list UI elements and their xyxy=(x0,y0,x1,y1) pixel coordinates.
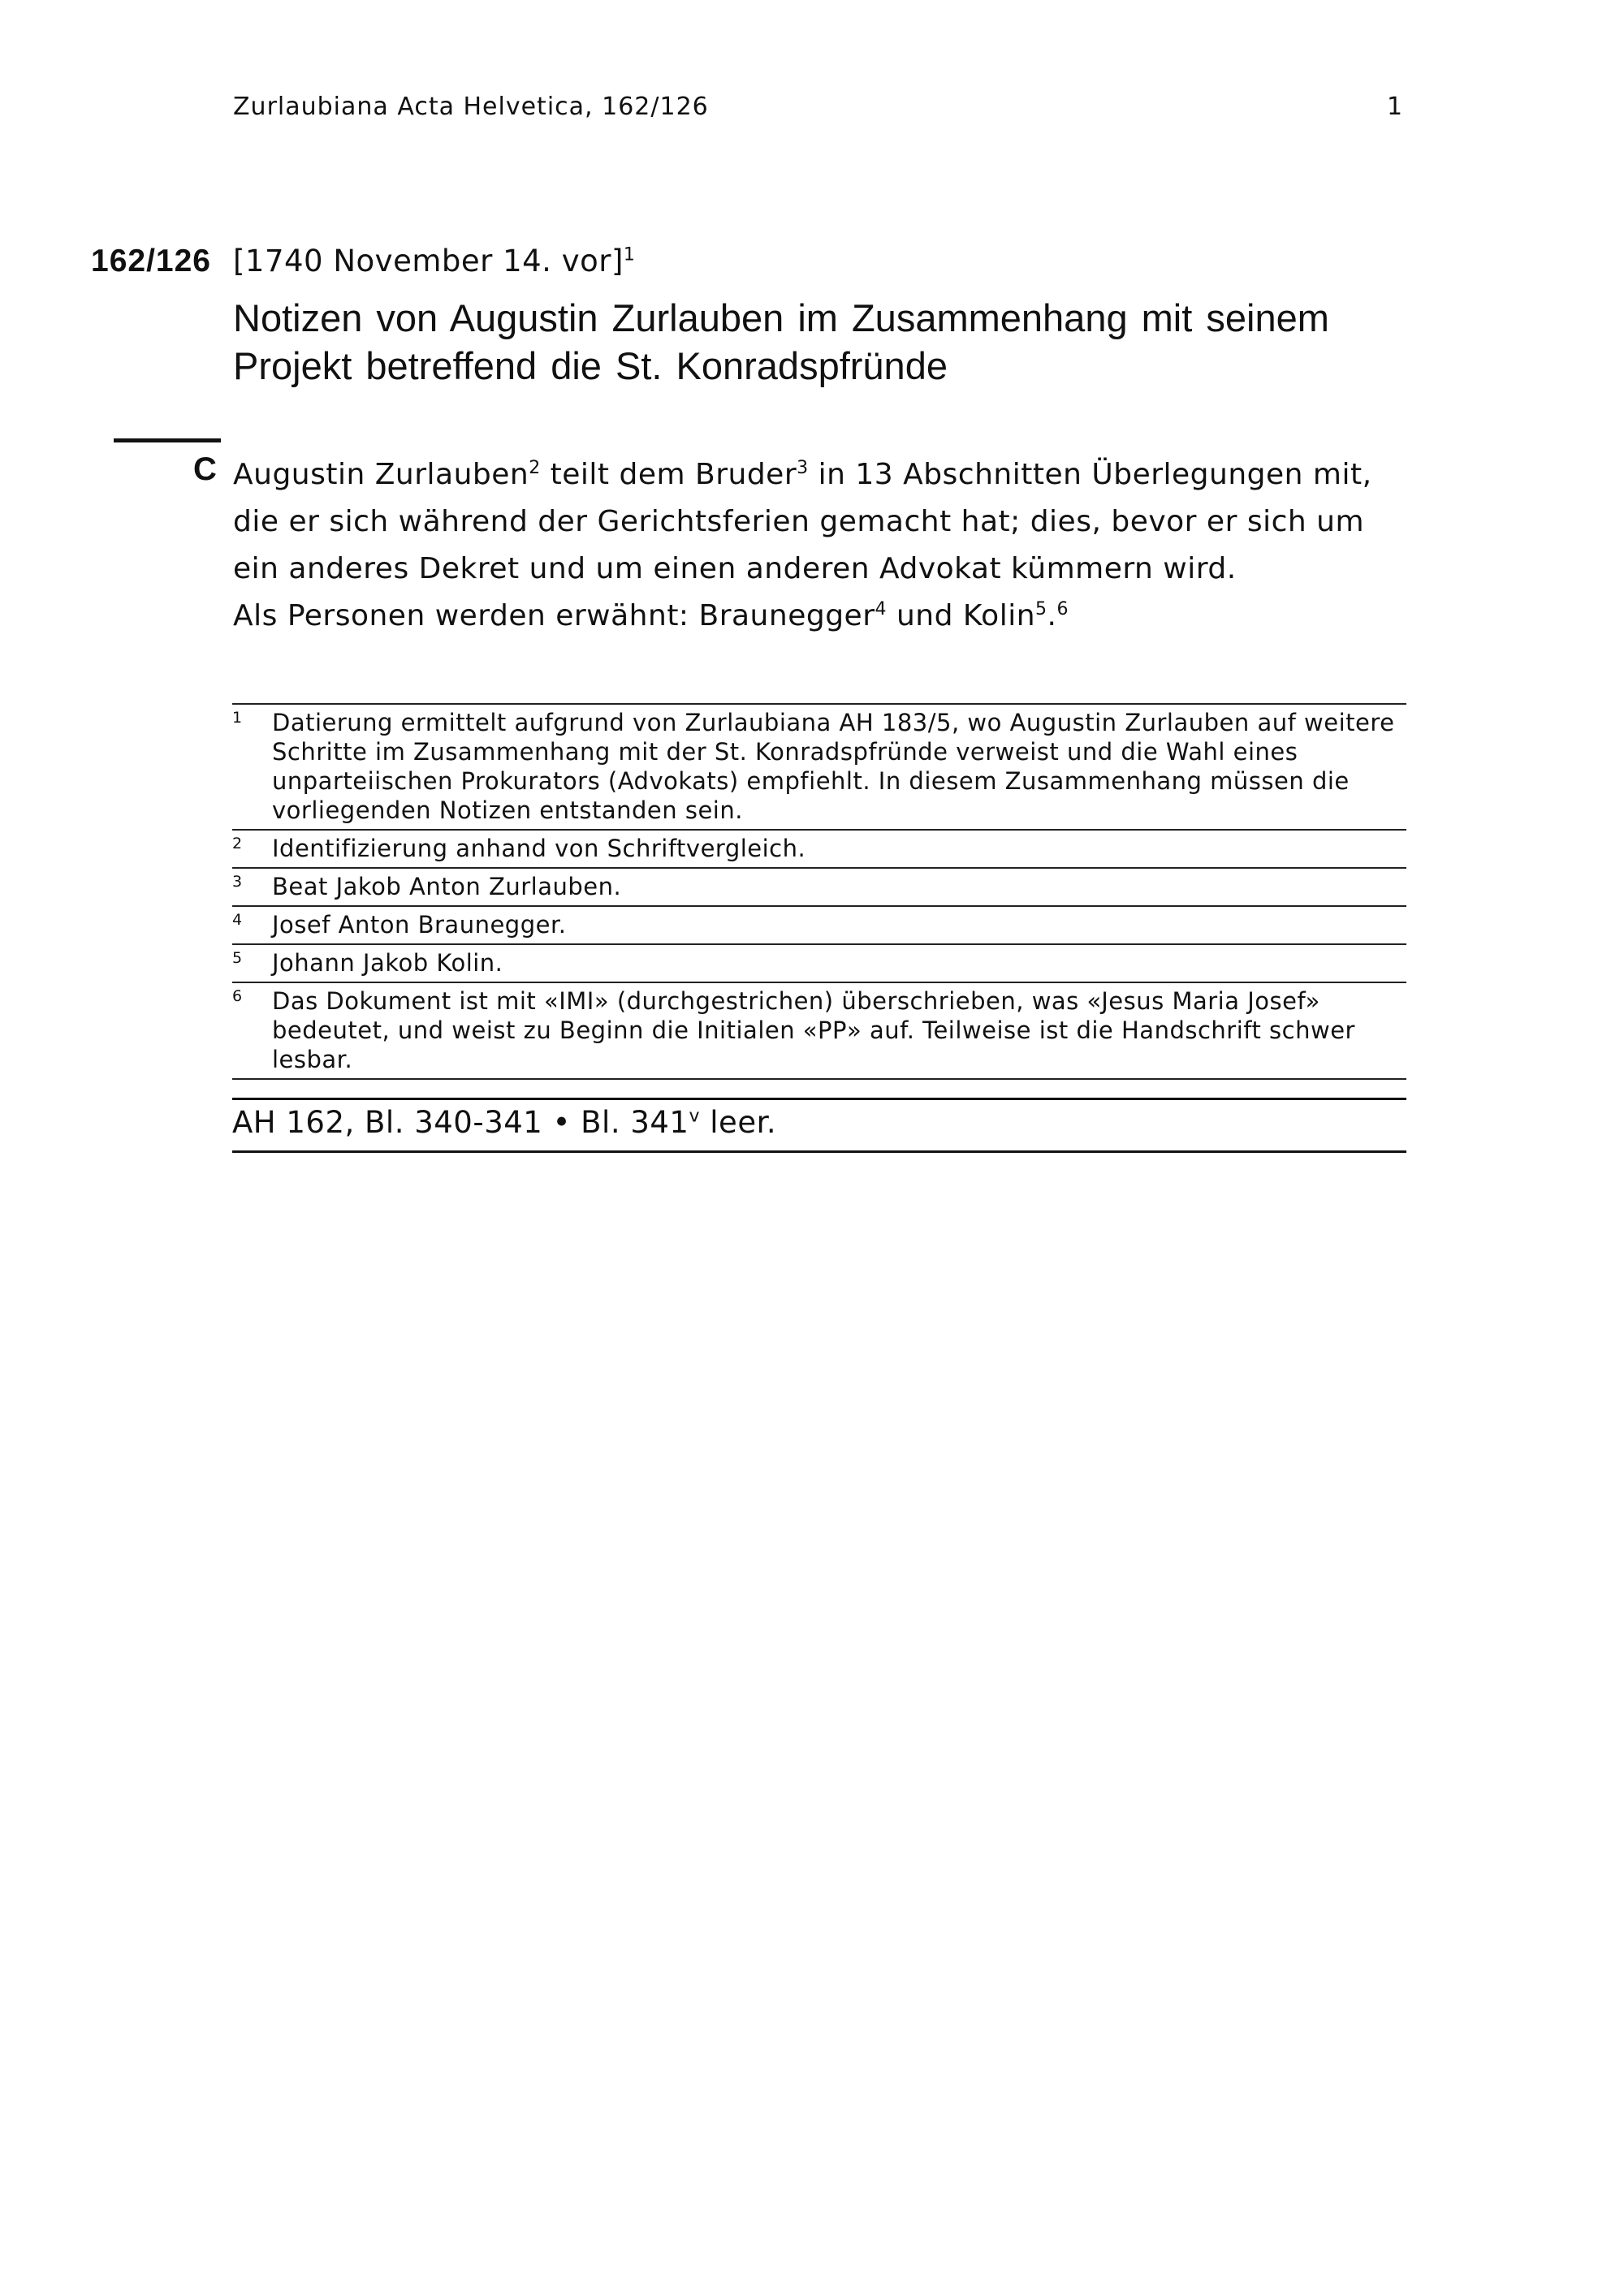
footnote-text: Das Dokument ist mit «IMI» (durchgestrichen) überschrieben, was «Jesus Maria Josef» bedeutet, und weist zu Beginn die Initialen «PP» auf. Teilweise ist die Handschrift schwer lesbar. xyxy=(272,987,1355,1073)
footnote-item xyxy=(232,831,1406,869)
source-reference xyxy=(232,1098,1406,1153)
document-number: 162/126 xyxy=(91,244,211,278)
footnote-list xyxy=(232,703,1406,1080)
summary-segment: Als Personen werden erwähnt: Braunegger xyxy=(233,599,875,632)
document-date xyxy=(233,244,635,278)
footnote-ref[interactable]: 3 xyxy=(797,458,809,478)
footnote-text: Johann Jakob Kolin. xyxy=(272,949,503,977)
running-header-title: Zurlaubiana Acta Helvetica, 162/126 xyxy=(233,93,709,121)
source-text-end: leer. xyxy=(700,1105,777,1140)
footnote-item xyxy=(232,907,1406,945)
footnote-text: Identifizierung anhand von Schriftvergleich. xyxy=(272,835,806,862)
footnote-text: Josef Anton Braunegger. xyxy=(272,911,567,939)
document-title: Notizen von Augustin Zurlauben im Zusammenhang mit seinem Projekt betreffend die St. Konradspfründe xyxy=(233,296,1329,387)
summary-text xyxy=(233,451,1419,640)
footnote-number: 6 xyxy=(232,987,243,1005)
page-number: 1 xyxy=(1387,93,1403,121)
footnote-item xyxy=(232,705,1406,831)
footnote-ref[interactable]: 5 xyxy=(1035,599,1047,619)
footnote-ref[interactable]: 4 xyxy=(875,599,887,619)
footnote-ref[interactable]: 1 xyxy=(623,244,636,265)
footnote-text: Beat Jakob Anton Zurlauben. xyxy=(272,873,622,900)
footnote-item xyxy=(232,869,1406,907)
footnote-item xyxy=(232,945,1406,983)
footnote-number: 3 xyxy=(232,873,243,891)
summary-segment: und Kolin xyxy=(887,599,1036,632)
footnote-ref[interactable]: 6 xyxy=(1056,599,1069,619)
summary-segment: . xyxy=(1047,599,1057,632)
footnote-item xyxy=(232,983,1406,1080)
footnote-ref[interactable]: 2 xyxy=(529,458,541,478)
summary-segment: in 13 Abschnitten Überlegungen mit, die er sich während der Gerichtsferien gemacht hat; dies, bevor er sich um ein anderes Dekret und um einen anderen Advokat kümmern wird. xyxy=(233,458,1372,585)
footnote-number: 4 xyxy=(232,911,243,929)
section-letter: C xyxy=(193,451,217,487)
source-superscript: v xyxy=(689,1106,701,1127)
footnote-number: 1 xyxy=(232,709,243,727)
summary-segment: Augustin Zurlauben xyxy=(233,458,529,491)
summary-paragraph xyxy=(233,451,1419,593)
summary-segment: teilt dem Bruder xyxy=(540,458,797,491)
footnote-text: Datierung ermittelt aufgrund von Zurlaubiana AH 183/5, wo Augustin Zurlauben auf weitere Schritte im Zusammenhang mit der St. Konradspfründe verweist und die Wahl eines unparteiischen Prokurators (Advokats) empfiehlt. In diesem Zusammenhang müssen die vorliegenden Notizen entstanden sein. xyxy=(272,709,1395,824)
footnote-number: 2 xyxy=(232,835,243,852)
document-date-text: [1740 November 14. vor] xyxy=(233,244,624,278)
source-text: AH 162, Bl. 340-341 • Bl. 341 xyxy=(232,1105,689,1140)
summary-persons xyxy=(233,593,1419,640)
footnote-number: 5 xyxy=(232,949,243,967)
section-marker-rule xyxy=(114,438,221,442)
